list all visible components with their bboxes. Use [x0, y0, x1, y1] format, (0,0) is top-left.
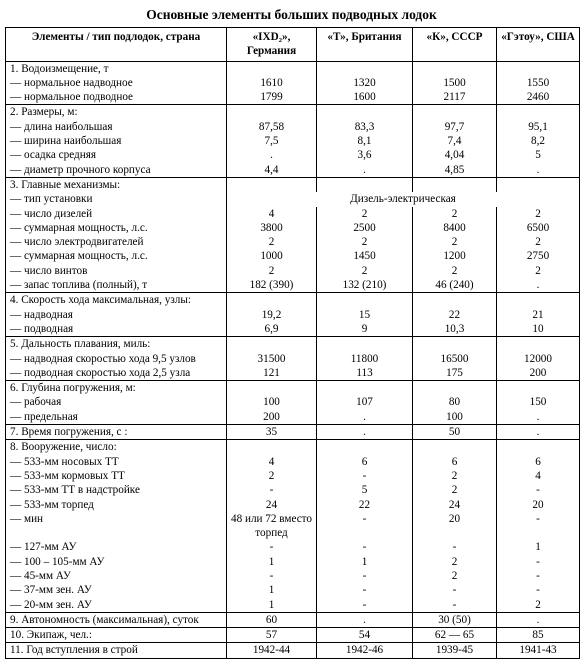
cell-value: 8400: [413, 221, 497, 235]
cell-value: 1550: [497, 76, 580, 90]
cell-value: 1200: [413, 249, 497, 263]
cell-value: 16500: [413, 352, 497, 366]
cell-value: 20: [413, 512, 497, 541]
table-row: [6, 643, 580, 658]
cell-value: 1600: [317, 90, 413, 105]
cell-value: 7,4: [413, 134, 497, 148]
cell-value: [227, 381, 317, 396]
cell-value: 80: [413, 395, 497, 409]
cell-value: -: [317, 583, 413, 597]
cell-value: [227, 177, 317, 192]
table-row: [6, 105, 580, 120]
cell-value: 100: [227, 395, 317, 409]
cell-value: 1799: [227, 90, 317, 105]
row-label: — число электродвигателей: [6, 235, 227, 249]
cell-value: 54: [317, 628, 413, 643]
cell-value: -: [317, 598, 413, 613]
header-elements: Элементы / тип подлодок, страна: [6, 28, 227, 62]
row-label: — ширина наибольшая: [6, 134, 227, 148]
cell-value: 113: [317, 366, 413, 381]
cell-value: 6: [317, 455, 413, 469]
row-label: — длина наибольшая: [6, 120, 227, 134]
table-row: [6, 293, 580, 308]
cell-value: 97,7: [413, 120, 497, 134]
table-row: [6, 264, 580, 278]
table-row: [6, 221, 580, 235]
cell-value: 10: [497, 322, 580, 337]
table-row: [6, 628, 580, 643]
cell-value: [227, 61, 317, 76]
table-row: [6, 235, 580, 249]
cell-value: [227, 440, 317, 455]
row-label: — суммарная мощность, л.с.: [6, 221, 227, 235]
row-label: — предельная: [6, 410, 227, 425]
cell-value: .: [317, 410, 413, 425]
cell-value: -: [227, 569, 317, 583]
cell-value: .: [497, 410, 580, 425]
row-label: — 37-мм зен. АУ: [6, 583, 227, 597]
table-row: [6, 598, 580, 613]
table-row: [6, 134, 580, 148]
cell-value: [317, 293, 413, 308]
row-label: — число дизелей: [6, 207, 227, 221]
cell-value: 48 или 72 вместо торпед: [227, 512, 317, 541]
cell-value: [227, 105, 317, 120]
cell-value: 85: [497, 628, 580, 643]
cell-value: 20: [497, 498, 580, 512]
table-row: [6, 612, 580, 627]
cell-value: 1: [227, 598, 317, 613]
cell-value: .: [317, 612, 413, 627]
cell-value: 22: [413, 308, 497, 322]
cell-value: [413, 105, 497, 120]
cell-value: 2: [413, 235, 497, 249]
cell-value: .: [317, 425, 413, 440]
table-row: [6, 61, 580, 76]
cell-value: 1: [227, 555, 317, 569]
cell-value: 2: [227, 469, 317, 483]
row-label: 10. Экипаж, чел.:: [6, 628, 227, 643]
table-row: [6, 249, 580, 263]
cell-value: -: [317, 512, 413, 541]
cell-value: -: [413, 598, 497, 613]
row-label: 9. Автономность (максимальная), суток: [6, 612, 227, 627]
row-label: — диаметр прочного корпуса: [6, 163, 227, 178]
row-label: — надводная: [6, 308, 227, 322]
cell-value: -: [497, 483, 580, 497]
cell-value: [497, 293, 580, 308]
cell-value: 6500: [497, 221, 580, 235]
table-row: [6, 120, 580, 134]
cell-value: 15: [317, 308, 413, 322]
cell-value: 10,3: [413, 322, 497, 337]
cell-value: 24: [413, 498, 497, 512]
cell-value: [227, 337, 317, 352]
cell-value: [317, 177, 413, 192]
table-row: [6, 410, 580, 425]
cell-value: 1: [317, 555, 413, 569]
row-label: — тип установки: [6, 192, 227, 206]
document-title: Основные элементы больших подводных лодок: [146, 7, 437, 22]
cell-value: 200: [497, 366, 580, 381]
cell-value: .: [227, 148, 317, 162]
cell-value: 5: [317, 483, 413, 497]
row-label: — подводная: [6, 322, 227, 337]
cell-value: [497, 337, 580, 352]
cell-value: 8,1: [317, 134, 413, 148]
cell-value: 2: [317, 264, 413, 278]
table-row: [6, 425, 580, 440]
row-label: 2. Размеры, м:: [6, 105, 227, 120]
cell-value: [317, 337, 413, 352]
cell-value: 2: [413, 555, 497, 569]
cell-value: 1500: [413, 76, 497, 90]
spanned-value: Дизель-электрическая: [227, 192, 580, 206]
table-row: [6, 322, 580, 337]
row-label: 3. Главные механизмы:: [6, 177, 227, 192]
cell-value: -: [317, 569, 413, 583]
table-row: [6, 569, 580, 583]
cell-value: 24: [227, 498, 317, 512]
cell-value: [227, 293, 317, 308]
row-label: — нормальное подводное: [6, 90, 227, 105]
cell-value: 9: [317, 322, 413, 337]
table-row: [6, 540, 580, 554]
header-ixd2: «IXD₂», Германия: [227, 28, 317, 62]
table-row: [6, 583, 580, 597]
cell-value: 4: [497, 469, 580, 483]
cell-value: [317, 440, 413, 455]
cell-value: [497, 61, 580, 76]
cell-value: 2500: [317, 221, 413, 235]
row-label: 8. Вооружение, число:: [6, 440, 227, 455]
cell-value: 95,1: [497, 120, 580, 134]
cell-value: -: [317, 469, 413, 483]
table-row: [6, 381, 580, 396]
cell-value: 31500: [227, 352, 317, 366]
cell-value: 4: [227, 207, 317, 221]
cell-value: 2: [413, 207, 497, 221]
table-row: [6, 163, 580, 178]
row-label: — 533-мм носовых ТТ: [6, 455, 227, 469]
row-label: — 533-мм кормовых ТТ: [6, 469, 227, 483]
cell-value: 1942-46: [317, 643, 413, 658]
cell-value: 100: [413, 410, 497, 425]
cell-value: .: [497, 163, 580, 178]
row-label: 4. Скорость хода максимальная, узлы:: [6, 293, 227, 308]
cell-value: 2: [497, 207, 580, 221]
cell-value: 1320: [317, 76, 413, 90]
cell-value: 19,2: [227, 308, 317, 322]
table-row: [6, 455, 580, 469]
cell-value: 1450: [317, 249, 413, 263]
cell-value: 4,04: [413, 148, 497, 162]
header-row: [6, 28, 580, 62]
table-row: [6, 512, 580, 541]
cell-value: 21: [497, 308, 580, 322]
cell-value: [317, 105, 413, 120]
cell-value: 2: [317, 235, 413, 249]
cell-value: 22: [317, 498, 413, 512]
cell-value: 132 (210): [317, 278, 413, 293]
cell-value: .: [317, 163, 413, 178]
row-label: — надводная скоростью хода 9,5 узлов: [6, 352, 227, 366]
cell-value: 6,9: [227, 322, 317, 337]
cell-value: -: [497, 512, 580, 541]
cell-value: [317, 381, 413, 396]
row-label: — осадка средняя: [6, 148, 227, 162]
cell-value: 200: [227, 410, 317, 425]
cell-value: .: [497, 425, 580, 440]
table-row: [6, 483, 580, 497]
header-t: «Т», Британия: [317, 28, 413, 62]
cell-value: [497, 105, 580, 120]
cell-value: 62 — 65: [413, 628, 497, 643]
cell-value: [317, 61, 413, 76]
cell-value: 2: [497, 264, 580, 278]
row-label: — 533-мм торпед: [6, 498, 227, 512]
table-row: [6, 148, 580, 162]
cell-value: -: [497, 569, 580, 583]
cell-value: .: [497, 612, 580, 627]
row-label: — число винтов: [6, 264, 227, 278]
cell-value: 1942-44: [227, 643, 317, 658]
cell-value: 1000: [227, 249, 317, 263]
cell-value: 2750: [497, 249, 580, 263]
cell-value: 1: [227, 583, 317, 597]
cell-value: 87,58: [227, 120, 317, 134]
cell-value: 175: [413, 366, 497, 381]
row-label: 6. Глубина погружения, м:: [6, 381, 227, 396]
cell-value: [497, 177, 580, 192]
cell-value: .: [497, 278, 580, 293]
cell-value: 30 (50): [413, 612, 497, 627]
row-label: — 533-мм ТТ в надстройке: [6, 483, 227, 497]
cell-value: 2: [413, 569, 497, 583]
table-row: [6, 469, 580, 483]
cell-value: 2: [227, 235, 317, 249]
row-label: — 45-мм АУ: [6, 569, 227, 583]
row-label: — запас топлива (полный), т: [6, 278, 227, 293]
cell-value: [413, 337, 497, 352]
row-label: — 100 – 105-мм АУ: [6, 555, 227, 569]
cell-value: 1: [497, 540, 580, 554]
cell-value: [413, 440, 497, 455]
cell-value: [413, 177, 497, 192]
cell-value: 57: [227, 628, 317, 643]
cell-value: 5: [497, 148, 580, 162]
cell-value: 3,6: [317, 148, 413, 162]
cell-value: 182 (390): [227, 278, 317, 293]
cell-value: 46 (240): [413, 278, 497, 293]
row-label: — 20-мм зен. АУ: [6, 598, 227, 613]
row-label: 1. Водоизмещение, т: [6, 61, 227, 76]
cell-value: 4,85: [413, 163, 497, 178]
cell-value: 2117: [413, 90, 497, 105]
cell-value: 1610: [227, 76, 317, 90]
table-row: [6, 177, 580, 192]
cell-value: -: [413, 540, 497, 554]
cell-value: 12000: [497, 352, 580, 366]
table-row: [6, 278, 580, 293]
cell-value: -: [317, 540, 413, 554]
row-label: — суммарная мощность, л.с.: [6, 249, 227, 263]
cell-value: 3800: [227, 221, 317, 235]
table-row: [6, 395, 580, 409]
cell-value: 1939-45: [413, 643, 497, 658]
submarine-comparison-table: [5, 27, 580, 659]
cell-value: 4,4: [227, 163, 317, 178]
table-row: [6, 498, 580, 512]
cell-value: -: [227, 540, 317, 554]
cell-value: -: [227, 483, 317, 497]
cell-value: -: [497, 555, 580, 569]
cell-value: 6: [413, 455, 497, 469]
row-label: — рабочая: [6, 395, 227, 409]
cell-value: 50: [413, 425, 497, 440]
cell-value: 107: [317, 395, 413, 409]
cell-value: 4: [227, 455, 317, 469]
cell-value: 83,3: [317, 120, 413, 134]
cell-value: 150: [497, 395, 580, 409]
cell-value: 2: [413, 264, 497, 278]
table-row: [6, 76, 580, 90]
row-label: 11. Год вступления в строй: [6, 643, 227, 658]
table-row: [6, 352, 580, 366]
table-row: [6, 192, 580, 206]
cell-value: 2: [497, 598, 580, 613]
table-row: [6, 207, 580, 221]
row-label: 7. Время погружения, с :: [6, 425, 227, 440]
cell-value: 8,2: [497, 134, 580, 148]
table-row: [6, 555, 580, 569]
cell-value: 2: [317, 207, 413, 221]
cell-value: 2: [413, 469, 497, 483]
cell-value: 7,5: [227, 134, 317, 148]
table-row: [6, 337, 580, 352]
row-label: — 127-мм АУ: [6, 540, 227, 554]
cell-value: 6: [497, 455, 580, 469]
table-row: [6, 90, 580, 105]
table-row: [6, 440, 580, 455]
cell-value: 11800: [317, 352, 413, 366]
cell-value: [413, 293, 497, 308]
row-label: — подводная скоростью хода 2,5 узла: [6, 366, 227, 381]
cell-value: 60: [227, 612, 317, 627]
cell-value: [413, 61, 497, 76]
cell-value: -: [413, 583, 497, 597]
cell-value: 1941-43: [497, 643, 580, 658]
cell-value: 2460: [497, 90, 580, 105]
cell-value: -: [497, 583, 580, 597]
cell-value: [413, 381, 497, 396]
table-row: [6, 308, 580, 322]
cell-value: 2: [227, 264, 317, 278]
header-gato: «Гэтоу», США: [497, 28, 580, 62]
cell-value: 35: [227, 425, 317, 440]
table-row: [6, 366, 580, 381]
row-label: 5. Дальность плавания, миль:: [6, 337, 227, 352]
row-label: — нормальное надводное: [6, 76, 227, 90]
cell-value: 121: [227, 366, 317, 381]
cell-value: [497, 381, 580, 396]
header-k: «К», СССР: [413, 28, 497, 62]
row-label: — мин: [6, 512, 227, 541]
cell-value: 2: [413, 483, 497, 497]
cell-value: 2: [497, 235, 580, 249]
cell-value: [497, 440, 580, 455]
